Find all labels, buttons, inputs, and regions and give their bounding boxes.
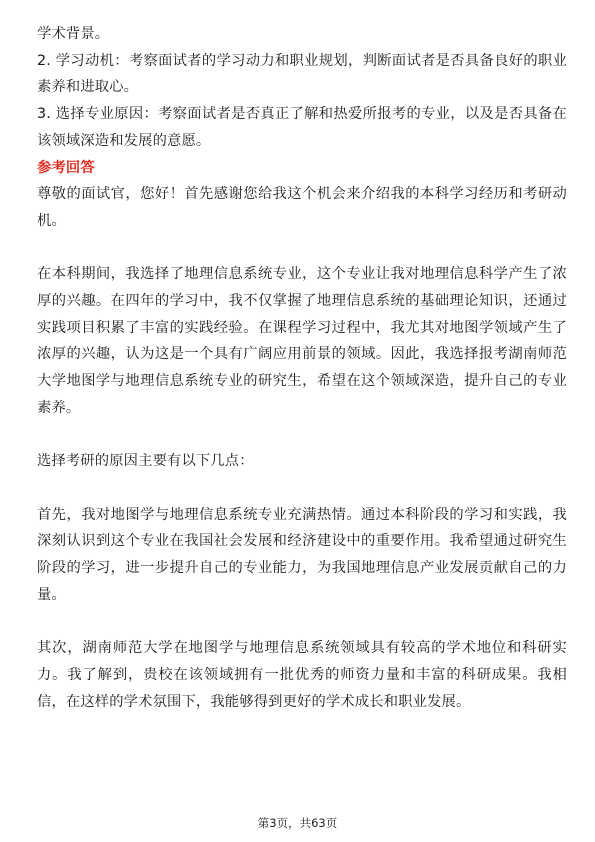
reference-answer-heading: 参考回答: [37, 159, 95, 176]
paragraph-background-end: 学术背景。: [37, 26, 110, 42]
page-number-footer: 第3页，共63页: [257, 816, 338, 830]
answer-greeting: 尊敬的面试官，您好！首先感谢您给我这个机会来介绍我的本科学习经历和考研动机。: [37, 186, 567, 229]
answer-reason-second: 其次，湖南师范大学在地图学与地理信息系统领域具有较高的学术地位和科研实力。我了解到，贵校在该领域拥有一批优秀的师资力量和丰富的科研成果。我相信，在这样的学术氛围下，我能够得到更好的学术成长和职业发展。: [37, 640, 567, 710]
answer-reasons-intro: 选择考研的原因主要有以下几点：: [37, 453, 254, 470]
paragraph-learning-motivation: 2. 学习动机：考察面试者的学习动力和职业规划，判断面试者是否具备良好的职业素养和进取心。: [37, 52, 567, 96]
answer-undergrad-experience: 在本科期间，我选择了地理信息系统专业，这个专业让我对地理信息科学产生了浓厚的兴趣。在四年的学习中，我不仅掌握了地理信息系统的基础理论知识，还通过实践项目积累了丰富的实践经验。在课程学习过程中，我尤其对地图学领域产生了浓厚的兴趣，认为这是一个具有广阔应用前景的领域。因此，我选择报考湖南师范大学地图学与地理信息系统专业的研究生，希望在这个领域深造，提升自己的专业素养。: [37, 266, 567, 416]
page-content: [37, 21, 567, 715]
answer-reason-first: 首先，我对地图学与地理信息系统专业充满热情。通过本科阶段的学习和实践，我深刻认识到这个专业在我国社会发展和经济建设中的重要作用。我希望通过研究生阶段的学习，进一步提升自己的专业能力，为我国地理信息产业发展贡献自己的力量。: [37, 506, 567, 603]
paragraph-major-reason: 3. 选择专业原因：考察面试者是否真正了解和热爱所报考的专业，以及是否具备在该领域深造和发展的意愿。: [37, 106, 567, 149]
